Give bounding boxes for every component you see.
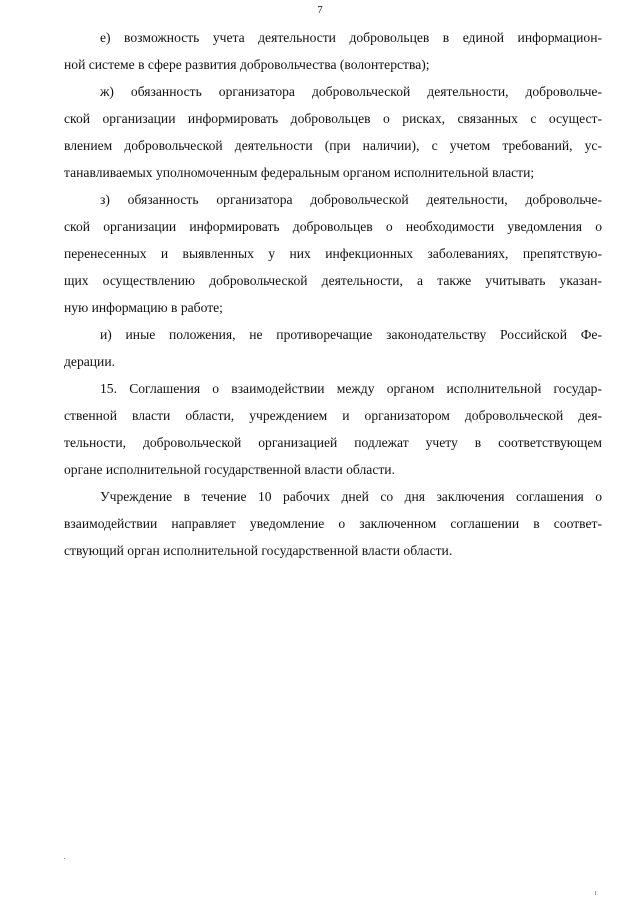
- text-line: 15. Соглашения о взаимодействии между органом исполнительной государ-: [100, 381, 602, 396]
- text-line: ную информацию в работе;: [64, 300, 223, 315]
- text-line: перенесенных и выявленных у них инфекционных заболеваниях, препятствую-: [64, 246, 602, 261]
- scan-speck: [64, 858, 65, 859]
- paragraph-notification: [64, 483, 602, 564]
- text-line: тельности, добровольческой организацией подлежат учету в соответствующем: [64, 435, 602, 450]
- page-number: 7: [317, 4, 323, 16]
- text-line: ствующий орган исполнительной государственной власти области.: [64, 543, 453, 558]
- text-line: ж) обязанность организатора добровольческой деятельности, добровольче-: [100, 84, 602, 99]
- text-line: и) иные положения, не противоречащие законодательству Российской Фе-: [100, 327, 602, 342]
- text-line: ственной власти области, учреждением и организатором добровольческой дея-: [64, 408, 602, 423]
- document-body: [64, 24, 602, 564]
- paragraph-e: [64, 24, 602, 78]
- text-line: Учреждение в течение 10 рабочих дней со дня заключения соглашения о: [100, 489, 602, 504]
- text-line: взаимодействии направляет уведомление о заключенном соглашении в соответ-: [64, 516, 602, 531]
- paragraph-i: [64, 321, 602, 375]
- text-line: ской организации информировать добровольцев о необходимости уведомления о: [64, 219, 602, 234]
- scan-speck: [595, 891, 596, 895]
- text-line: танавливаемых уполномоченным федеральным органом исполнительной власти;: [64, 165, 535, 180]
- text-line: ской организации информировать добровольцев о рисках, связанных с осущест-: [64, 111, 602, 126]
- paragraph-zh: [64, 78, 602, 186]
- paragraph-15: [64, 375, 602, 483]
- text-line: щих осуществлению добровольческой деятельности, а также учитывать указан-: [64, 273, 602, 288]
- text-line: органе исполнительной государственной власти области.: [64, 462, 395, 477]
- text-line: з) обязанность организатора добровольческой деятельности, добровольче-: [100, 192, 602, 207]
- text-line: ной системе в сфере развития добровольчества (волонтерства);: [64, 57, 430, 72]
- text-line: влением добровольческой деятельности (при наличии), с учетом требований, ус-: [64, 138, 602, 153]
- text-line: дерации.: [64, 354, 116, 369]
- text-line: е) возможность учета деятельности добровольцев в единой информацион-: [100, 30, 602, 45]
- paragraph-z: [64, 186, 602, 321]
